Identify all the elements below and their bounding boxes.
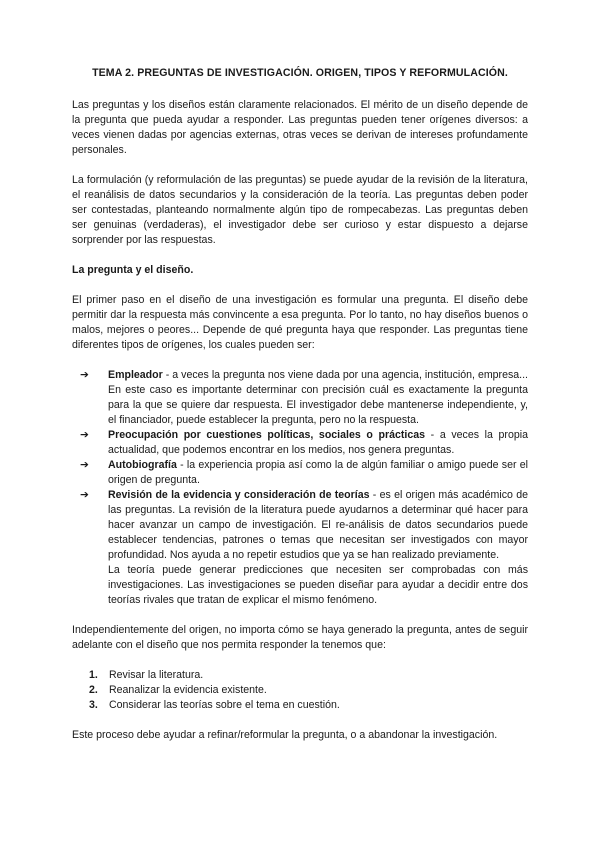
list-item xyxy=(89,668,528,683)
list-item xyxy=(80,488,528,608)
origin-extra-text: La teoría puede generar predicciones que necesiten ser comprobadas con más investigaciones. Las investigaciones se pueden diseñar para ayudar a decidir entre dos teorías rivales que tratan de explicar el mismo fenómeno. xyxy=(108,564,528,606)
steps-list xyxy=(72,668,528,713)
step-text: Reanalizar la evidencia existente. xyxy=(109,684,267,696)
arrow-icon: ➔ xyxy=(80,459,89,471)
closing-paragraph: Este proceso debe ayudar a refinar/reformular la pregunta, o a abandonar la investigación. xyxy=(72,729,498,741)
spacer xyxy=(72,713,528,728)
origin-text: - a veces la pregunta nos viene dada por una agencia, institución, empresa... En este caso es importante determinar con precisión cuál es exactamente la pregunta para la que se quiere dar respuesta. El investigador debe mantenerse independiente, y, el financiador, puede establecer la pregunta, pero no la respuesta. xyxy=(108,369,528,426)
origin-term: Revisión de la evidencia y consideración de teorías xyxy=(108,489,370,501)
spacer xyxy=(72,353,528,368)
spacer xyxy=(72,158,528,173)
intro-paragraph: Las preguntas y los diseños están claramente relacionados. El mérito de un diseño depende de la pregunta que pueda ayudar a responder. Las preguntas pueden tener orígenes diversos: a veces vienen dadas por agencias externas, otras veces se derivan de intereses profundamente personales. xyxy=(72,99,528,156)
origin-term: Empleador xyxy=(108,369,163,381)
section-heading: La pregunta y el diseño. xyxy=(72,264,194,276)
spacer xyxy=(72,653,528,668)
step-number: 2. xyxy=(89,684,98,696)
list-item xyxy=(89,683,528,698)
step-text: Considerar las teorías sobre el tema en cuestión. xyxy=(109,699,340,711)
arrow-icon: ➔ xyxy=(80,369,89,381)
origin-text: - a veces la propia actualidad, que podemos encontrar en los medios, nos genera preguntas. xyxy=(108,429,528,456)
origin-term: Preocupación por cuestiones políticas, sociales o prácticas xyxy=(108,429,426,441)
design-paragraph: El primer paso en el diseño de una investigación es formular una pregunta. El diseño debe permitir dar la respuesta más convincente a esa pregunta. Por lo tanto, no hay diseños buenos o malos, mejores o peores... Depende de qué pregunta haya que responder. Las preguntas tiene diferentes tipos de orígenes, los cuales pueden ser: xyxy=(72,294,528,351)
step-text: Revisar la literatura. xyxy=(109,669,204,681)
list-item xyxy=(80,458,528,488)
origins-list xyxy=(72,368,528,608)
origin-text: - la experiencia propia así como la de algún familiar o amigo puede ser el origen de pregunta. xyxy=(108,459,528,486)
spacer xyxy=(72,608,528,623)
origin-term: Autobiografía xyxy=(108,459,177,471)
document-title: TEMA 2. PREGUNTAS DE INVESTIGACIÓN. ORIGEN, TIPOS Y REFORMULACIÓN. xyxy=(92,67,508,79)
step-number: 1. xyxy=(89,669,98,681)
spacer xyxy=(72,248,528,263)
list-item xyxy=(89,698,528,713)
arrow-icon: ➔ xyxy=(80,429,89,441)
origin-text: - es el origen más académico de las preguntas. La revisión de la literatura puede ayudarnos a determinar qué hacer para hacer avanzar un campo de investigación. El re-análisis de datos secundarios puede establecer tendencias, patrones o temas que necesitan ser investigados con mayor profundidad. Nos ayuda a no repetir estudios que ya se han realizado previamente. xyxy=(108,489,529,561)
formulation-paragraph: La formulación (y reformulación de las preguntas) se puede ayudar de la revisión de la literatura, el reanálisis de datos secundarios y la consideración de la teoría. Las preguntas deben poder ser contestadas, planteando normalmente algún tipo de rompecabezas. Las preguntas deben ser genuinas (verdaderas), el investigador debe ser curioso y estar dispuesto a dejarse sorprender por las respuestas. xyxy=(72,174,528,246)
spacer xyxy=(72,278,528,293)
origin-summary-paragraph: Independientemente del origen, no importa cómo se haya generado la pregunta, antes de seguir adelante con el diseño que nos permita responder la tenemos que: xyxy=(72,624,528,651)
list-item xyxy=(80,428,528,458)
arrow-icon: ➔ xyxy=(80,489,89,501)
list-item xyxy=(80,368,528,428)
step-number: 3. xyxy=(89,699,98,711)
